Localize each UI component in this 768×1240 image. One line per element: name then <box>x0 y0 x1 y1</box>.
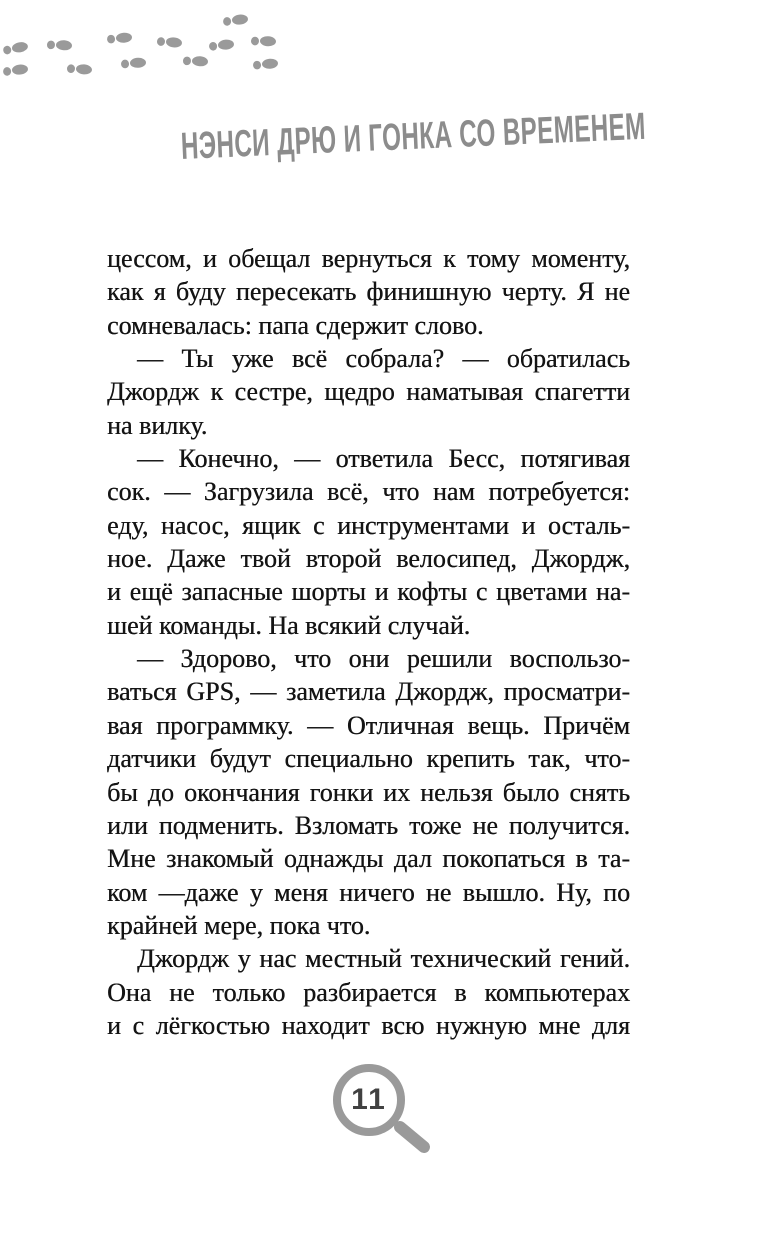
text-line: бы до окончания гонки их нельзя было снять <box>107 777 630 807</box>
text-line: сок. — Загрузила всё, что нам потребуется: <box>107 477 630 507</box>
text-line: как я буду пересекать финишную черту. Я не <box>107 277 630 307</box>
text-line: и ещё запасные шорты и кофты с цветами на- <box>107 577 630 607</box>
text-line: — Ты уже всё собрала? — обратилась <box>137 344 630 374</box>
paragraph <box>107 242 630 342</box>
footprint-icon <box>67 63 93 75</box>
paragraph <box>107 342 630 442</box>
running-header <box>180 105 651 168</box>
body-text <box>107 242 630 1042</box>
text-line: или подменить. Взломать тоже не получится. <box>107 810 630 840</box>
text-line: и с лёгкостью находит всю нужную мне для <box>107 1010 630 1040</box>
text-line: — Конечно, — ответила Бесс, потягивая <box>137 444 630 474</box>
footprint-icon <box>183 55 209 67</box>
text-line: Джордж у нас местный технический гений. <box>137 944 630 974</box>
footprint-icon <box>223 14 249 27</box>
text-line: датчики будут специально крепить так, что- <box>107 744 630 774</box>
text-line: ком —даже у меня ничего не вышло. Ну, по <box>107 877 630 907</box>
text-line: еду, насос, ящик с инструментами и осталь- <box>107 510 630 540</box>
text-line: — Здорово, что они решили воспользо- <box>137 644 630 674</box>
text-line: Мне знакомый однажды дал покопаться в та- <box>107 844 630 874</box>
text-line: вая программку. — Отличная вещь. Причём <box>107 710 630 740</box>
page-number: 11 <box>351 1083 387 1116</box>
text-line: сомневалась: папа сдержит слово. <box>107 310 484 340</box>
text-line: ное. Даже твой второй велосипед, Джордж, <box>107 544 630 574</box>
footprint-icon <box>3 64 29 77</box>
text-line: ваться GPS, — заметила Джордж, просматри- <box>107 677 630 707</box>
footprint-icon <box>47 39 73 51</box>
paragraph <box>107 642 630 942</box>
paragraph <box>107 442 630 642</box>
paragraph <box>107 942 630 1042</box>
footprint-icon <box>253 58 279 70</box>
footprint-icon <box>157 36 183 49</box>
text-line: шей команды. На всякий случай. <box>107 610 471 640</box>
footprint-icon <box>121 57 146 68</box>
footprint-icon <box>2 41 28 55</box>
text-line: Она не только разбирается в компьютерах <box>107 977 630 1007</box>
page-number-badge <box>320 1050 450 1160</box>
footprints-decoration <box>0 0 290 90</box>
footprint-icon <box>251 35 276 46</box>
text-line: цессом, и обещал вернуться к тому моменту, <box>107 244 630 273</box>
text-line: на вилку. <box>107 410 208 440</box>
text-line: Джордж к сестре, щедро наматывая спагетти <box>107 377 630 407</box>
running-header-title: НЭНСИ ДРЮ И ГОНКА СО ВРЕМЕНЕМ <box>180 105 647 168</box>
footprint-icon <box>209 39 235 51</box>
footprint-icon <box>107 32 133 44</box>
text-line: крайней мере, пока что. <box>107 910 371 940</box>
